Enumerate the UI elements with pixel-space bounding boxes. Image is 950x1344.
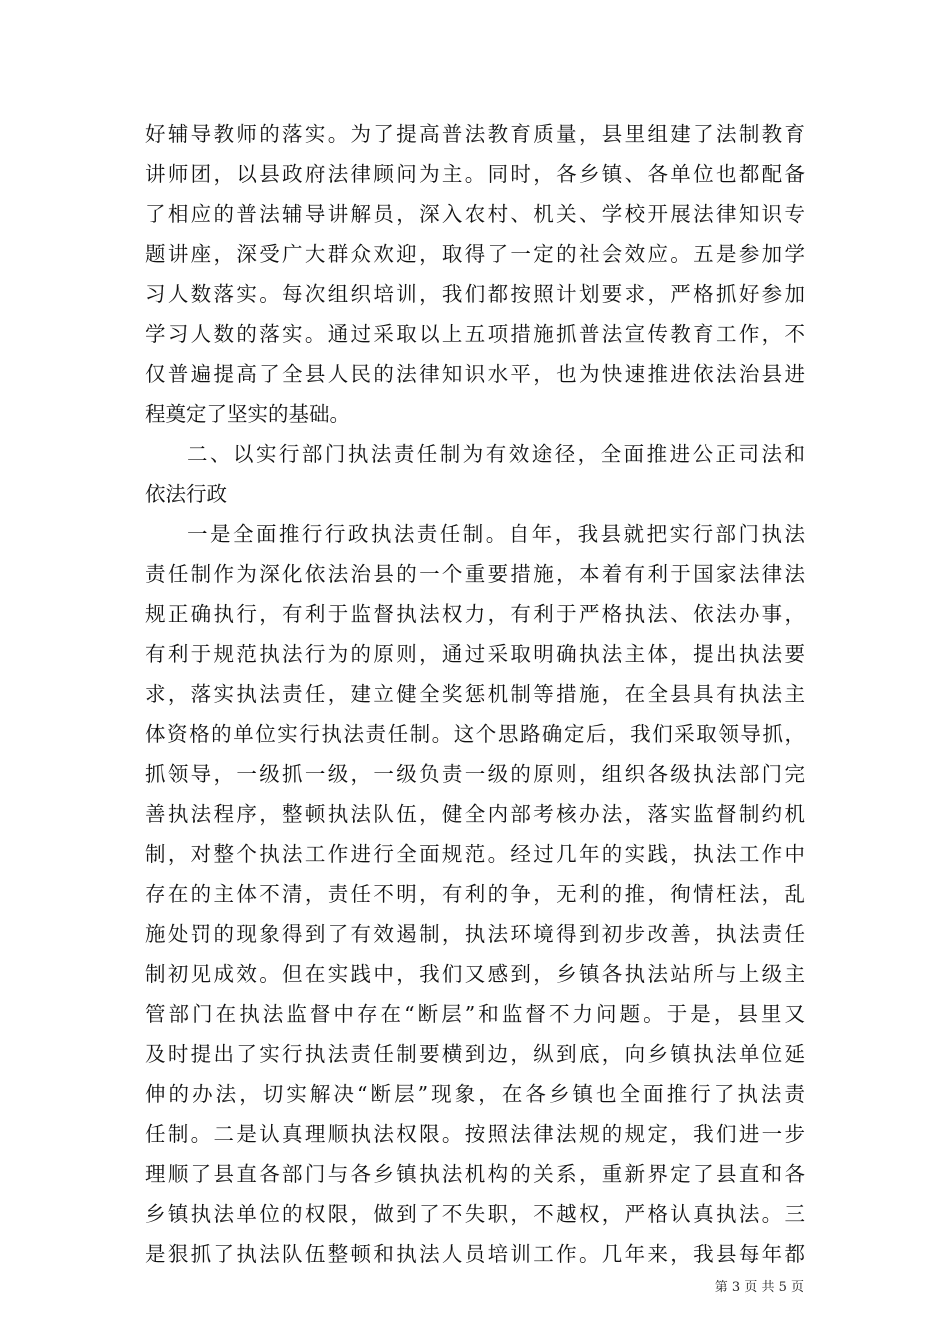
- text-line: 存在的主体不清，责任不明，有利的争，无利的推，徇情枉法，乱: [145, 882, 805, 906]
- text-line: 管部门在执法监督中存在“断层”和监督不力问题。于是，县里又: [145, 1002, 805, 1026]
- text-line: 理顺了县直各部门与各乡镇执法机构的关系，重新界定了县直和各: [145, 1162, 805, 1186]
- text-line: 求，落实执法责任，建立健全奖惩机制等措施，在全县具有执法主: [145, 682, 805, 706]
- text-line: 体资格的单位实行执法责任制。这个思路确定后，我们采取领导抓，: [145, 722, 805, 746]
- text-line: 学习人数的落实。通过采取以上五项措施抓普法宣传教育工作，不: [145, 322, 805, 346]
- text-line: 及时提出了实行执法责任制要横到边，纵到底，向乡镇执法单位延: [145, 1042, 805, 1066]
- text-line: 程奠定了坚实的基础。: [145, 402, 350, 426]
- text-line: 是狠抓了执法队伍整顿和执法人员培训工作。几年来，我县每年都: [145, 1242, 805, 1266]
- text-line: 讲师团，以县政府法律顾问为主。同时，各乡镇、各单位也都配备: [145, 162, 805, 186]
- text-line: 伸的办法，切实解决“断层”现象，在各乡镇也全面推行了执法责: [145, 1082, 805, 1106]
- text-line: 乡镇执法单位的权限，做到了不失职，不越权，严格认真执法。三: [145, 1202, 805, 1226]
- text-line: 施处罚的现象得到了有效遏制，执法环境得到初步改善，执法责任: [145, 922, 805, 946]
- heading-line: 二、以实行部门执法责任制为有效途径，全面推进公正司法和: [187, 442, 805, 466]
- text-line: 仅普遍提高了全县人民的法律知识水平，也为快速推进依法治县进: [145, 362, 805, 386]
- text-line: 习人数落实。每次组织培训，我们都按照计划要求，严格抓好参加: [145, 282, 805, 306]
- text-line: 题讲座，深受广大群众欢迎，取得了一定的社会效应。五是参加学: [145, 242, 805, 266]
- text-line: 任制。二是认真理顺执法权限。按照法律法规的规定，我们进一步: [145, 1122, 805, 1146]
- page-number: 第 3 页 共 5 页: [714, 1280, 804, 1295]
- text-line: 制初见成效。但在实践中，我们又感到，乡镇各执法站所与上级主: [145, 962, 805, 986]
- text-line: 规正确执行，有利于监督执法权力，有利于严格执法、依法办事，: [145, 602, 805, 626]
- text-line: 一是全面推行行政执法责任制。自年，我县就把实行部门执法: [187, 522, 805, 546]
- document-body: [145, 114, 805, 1274]
- text-line: 善执法程序，整顿执法队伍，健全内部考核办法，落实监督制约机: [145, 802, 805, 826]
- text-line: 了相应的普法辅导讲解员，深入农村、机关、学校开展法律知识专: [145, 202, 805, 226]
- section-heading-2: [145, 434, 805, 514]
- text-line: 抓领导，一级抓一级，一级负责一级的原则，组织各级执法部门完: [145, 762, 805, 786]
- text-line: 制，对整个执法工作进行全面规范。经过几年的实践，执法工作中: [145, 842, 805, 866]
- heading-line: 依法行政: [145, 482, 227, 506]
- paragraph-1: [145, 114, 805, 434]
- text-line: 责任制作为深化依法治县的一个重要措施，本着有利于国家法律法: [145, 562, 805, 586]
- paragraph-2: [145, 514, 805, 1274]
- text-line: 有利于规范执法行为的原则，通过采取明确执法主体，提出执法要: [145, 642, 805, 666]
- text-line: 好辅导教师的落实。为了提高普法教育质量，县里组建了法制教育: [145, 122, 805, 146]
